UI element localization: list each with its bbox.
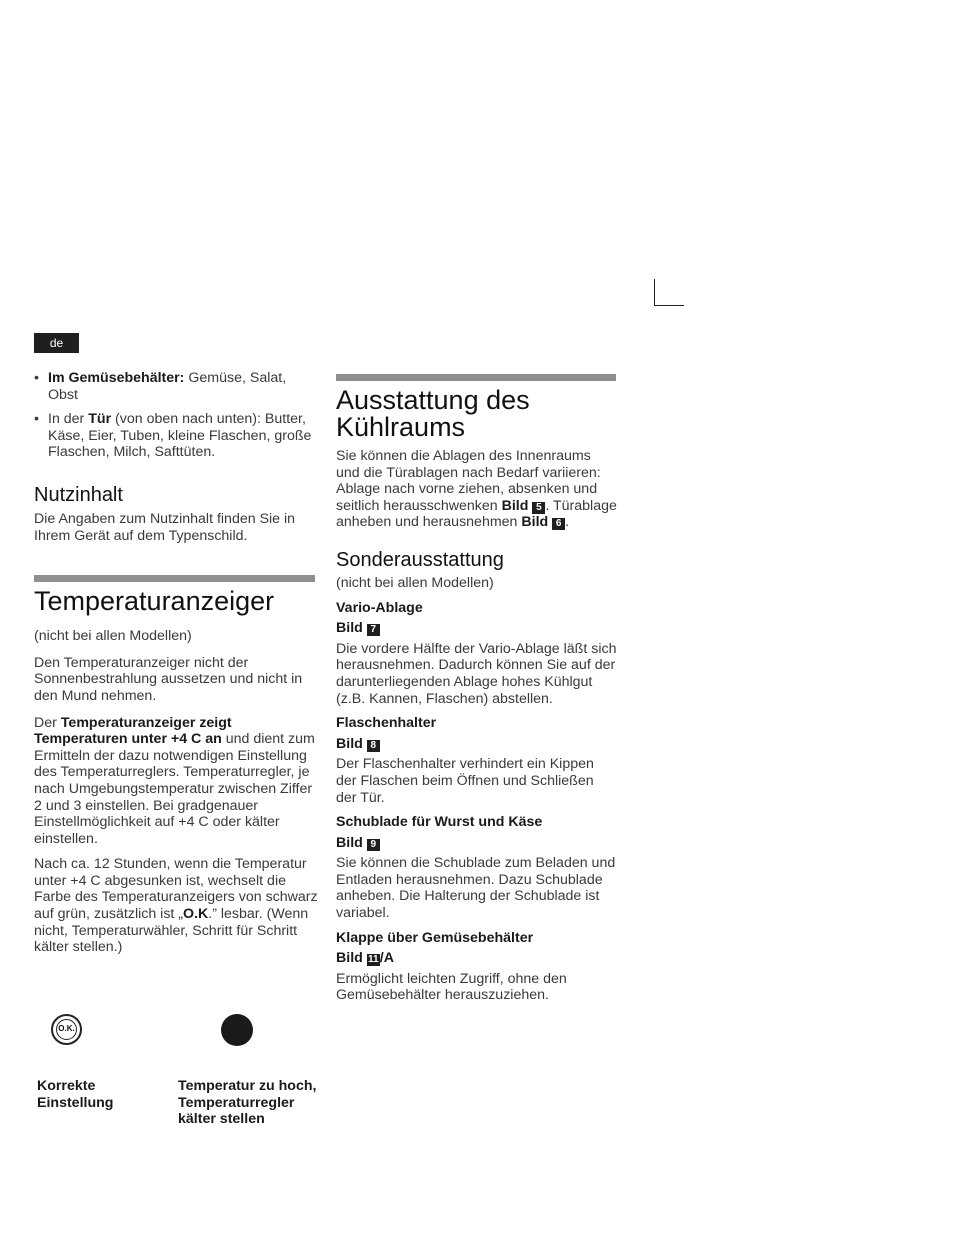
sonderausstattung-heading: Sonderausstattung xyxy=(336,548,504,571)
sonder-model-note: (nicht bei allen Modellen) xyxy=(336,574,494,591)
figure-ref-6: 6 xyxy=(552,518,565,530)
left-column xyxy=(34,370,319,956)
temp-paragraph-2: Der Temperaturanzeiger zeigt Temperaturen unter +4 C an und dient zum Ermitteln der dazu notwendigen Einstellung des Temperaturreglers. Temperaturregler, je nach Umgebungstemperatur zwischen Ziffer 2 und 3 einstellen. Bei gradgenauer Einstellmöglichkeit auf +4 C oder kälter einstellen. xyxy=(34,714,315,847)
flaschenhalter-text: Der Flaschenhalter verhindert ein Kippen der Flaschen beim Öffnen und Schließen der Tür. xyxy=(336,756,594,806)
figure-ref-5: 5 xyxy=(532,502,545,514)
crop-mark-horizontal xyxy=(654,305,684,306)
right-column xyxy=(336,374,618,1004)
schublade-title: Schublade für Wurst und Käse xyxy=(336,814,543,831)
black-indicator-icon xyxy=(221,1014,253,1046)
klappe-title: Klappe über Gemüsebehälter xyxy=(336,929,534,946)
temperaturanzeiger-heading: Temperaturanzeiger xyxy=(34,586,275,617)
ausstattung-intro: Sie können die Ablagen des Innenraums und die Türablagen nach Bedarf variieren: Ablage nach vorne ziehen, absenken und seitlich herausschwenken Bild 5 . Türablage anheben und herausnehmen Bild 6 . xyxy=(336,448,617,531)
vario-text: Die vordere Hälfte der Vario-Ablage läßt sich herausnehmen. Dadurch können Sie auf der darunterliegenden Ablage hohes Kühlgut (z.B. Kannen, Flaschen) abstellen. xyxy=(336,640,617,707)
temp-model-note: (nicht bei allen Modellen) xyxy=(34,628,192,645)
figure-ref-8: 8 xyxy=(367,740,380,752)
klappe-text: Ermöglicht leichten Zugriff, ohne den Gemüsebehälter herauszuziehen. xyxy=(336,970,567,1004)
nutzinhalt-text: Die Angaben zum Nutzinhalt finden Sie in Ihrem Gerät auf dem Typenschild. xyxy=(34,510,296,544)
nutzinhalt-heading: Nutzinhalt xyxy=(34,483,123,506)
figure-ref-11: 11 xyxy=(367,954,379,966)
ok-indicator-icon xyxy=(51,1014,82,1045)
klappe-figure-ref: Bild 11/A xyxy=(336,950,394,967)
temp-paragraph-1: Den Temperaturanzeiger nicht der Sonnenbestrahlung aussetzen und nicht in den Mund nehmen. xyxy=(34,654,303,704)
vario-title: Vario-Ablage xyxy=(336,599,423,616)
flaschenhalter-title: Flaschenhalter xyxy=(336,715,437,732)
figure-ref-9: 9 xyxy=(367,839,380,851)
temp-paragraph-3: Nach ca. 12 Stunden, wenn die Temperatur unter +4 C abgesunken ist, wechselt die Farbe des Temperaturanzeigers von schwarz auf grün, zusätzlich ist „O.K.” lesbar. (Wenn nicht, Temperaturwähler, Schritt für Schritt kälter stellen.) xyxy=(34,856,318,956)
crop-mark-vertical xyxy=(654,279,655,306)
bullet-vegetable-drawer: • Im Gemüsebehälter: Gemüse, Salat, Obst xyxy=(34,370,319,403)
ok-indicator-label: O.K. xyxy=(56,1019,77,1040)
language-tab: de xyxy=(34,333,79,353)
ausstattung-heading: Ausstattung des Kühlraums xyxy=(336,385,530,442)
caption-correct-setting: Korrekte Einstellung xyxy=(37,1078,114,1111)
flaschenhalter-figure-ref: Bild 8 xyxy=(336,736,618,753)
bullet-door: • In der Tür (von oben nach unten): Butter, Käse, Eier, Tuben, kleine Flaschen, große Flaschen, Milch, Safttüten. xyxy=(34,411,319,461)
vario-figure-ref: Bild 7 xyxy=(336,620,618,637)
section-rule xyxy=(34,575,315,582)
figure-ref-7: 7 xyxy=(367,624,380,636)
schublade-text: Sie können die Schublade zum Beladen und Entladen herausnehmen. Dazu Schublade anheben. Die Halterung der Schublade ist variabel. xyxy=(336,855,616,922)
schublade-figure-ref: Bild 9 xyxy=(336,835,618,852)
caption-temperature-too-high: Temperatur zu hoch, Temperaturregler kälter stellen xyxy=(178,1078,317,1128)
section-rule xyxy=(336,374,616,381)
